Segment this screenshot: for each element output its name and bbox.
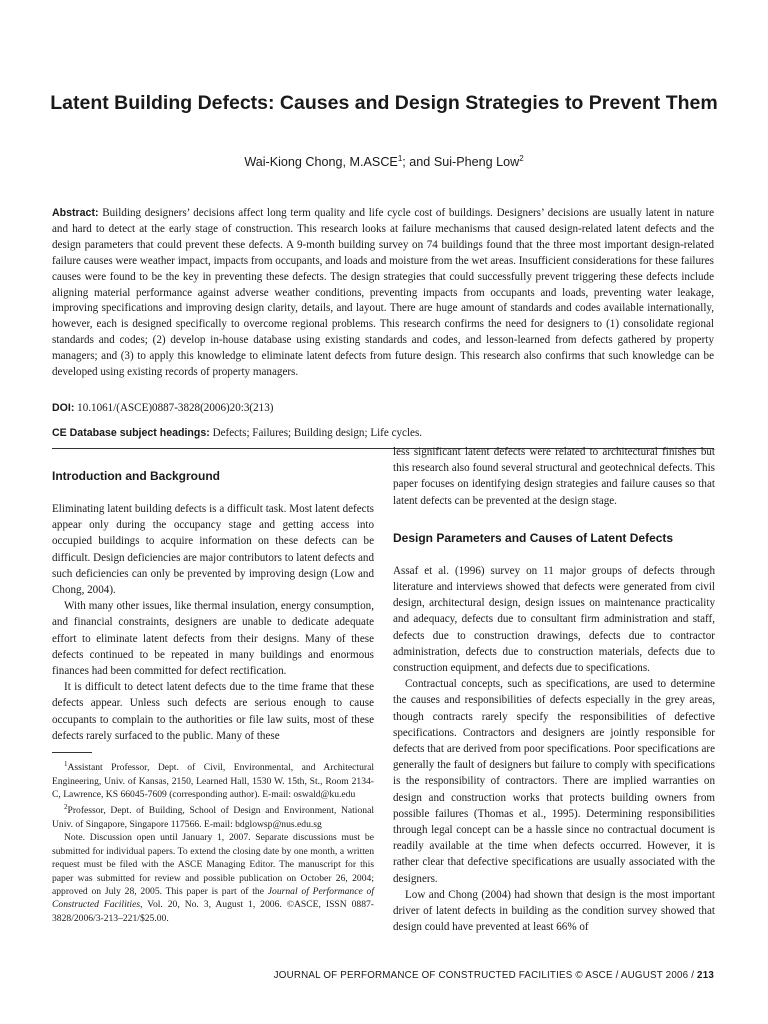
footnote-1-mark: 1 — [64, 760, 68, 768]
author-line — [50, 154, 718, 169]
paragraph: less significant latent defects were related to architectural finishes but this research also found several structural and geotechnical defects. This paper focuses on identifying design strategies and failure causes so that latent defects can be prevented at the design stage. — [393, 446, 715, 507]
author-1: Wai-Kiong Chong, M.ASCE — [244, 155, 398, 170]
doi-label: DOI: — [52, 402, 75, 414]
footnote-2 — [52, 801, 374, 831]
doi-line — [52, 402, 714, 414]
section-heading-design-parameters: Design Parameters and Causes of Latent Defects — [393, 530, 674, 545]
abstract-label: Abstract: — [52, 207, 99, 219]
section-heading-introduction: Introduction and Background — [52, 469, 220, 483]
discussion-note-citation: , Vol. 20, No. 3, August 1, 2006. ©ASCE, ISSN 0887-3828/2006/3-213–221/$25.00. — [52, 899, 374, 924]
subject-headings — [52, 427, 714, 439]
abstract — [52, 206, 714, 381]
author-2: Sui-Pheng Low — [433, 155, 520, 170]
subject-headings-value: Defects; Failures; Building design; Life cycles. — [212, 427, 423, 439]
footnote-2-text: Professor, Dept. of Building, School of Design and Environment, National Univ. of Singapore, Singapore 117566. E-mail: bdglowsp@nus.edu.sg — [52, 805, 374, 830]
author-separator: ; and — [402, 155, 434, 170]
paragraph: Assaf et al. (1996) survey on 11 major groups of defects through literature and interviews showed that defects were generated from civil design, architectural design, design issues on maintenance practicality and adequacy, defects due to consultant firm administration and staff, defects due to construction drawings, defects due to contractor administration, defects due to construction materials, defects due to construction equipment, and defects due to specifications. — [393, 564, 715, 675]
author-1-affiliation-mark: 1 — [397, 154, 403, 163]
footnote-1-text: Assistant Professor, Dept. of Civil, Environmental, and Architectural Engineering, Univ. of Kansas, 2150, Learned Hall, 1530 W. 15th, St., Room 2134-C, Lawrence, KS 66045-7609 (corresponding author). E-mail: oswald@ku.edu — [52, 762, 374, 800]
paragraph: Contractual concepts, such as specifications, are used to determine the causes and responsibilities of defects especially in the grey areas, though contracts rarely specify the responsibilities of defective specifications. Contractors and designers are jointly responsible for defects that are derived from poor specifications. Poor specifications are generally the fault of designers but failure to comply with specifications is the responsibility of contractors. There are implied warranties on design and construction works that protects building owners from possible failures (Thomas et al., 1995). Determining responsibilities through legal concept can be a hassle since no contractual document is readily available at the time when defects occurred. However, it is rather clear that defective specifications are usually associated with the designers. — [393, 678, 715, 885]
paragraph: Eliminating latent building defects is a difficult task. Most latent defects appear only during the occupancy stage and getting access into occupied buildings to acquire information on these defects can be difficult. Design deficiencies are major contributors to latent defects and such deficiencies can only be prevented by improving design (Low and Chong, 2004). — [52, 503, 374, 597]
footnotes — [52, 758, 374, 925]
footer-text: JOURNAL OF PERFORMANCE OF CONSTRUCTED FACILITIES © ASCE / AUGUST 2006 / — [273, 970, 698, 981]
doi-value[interactable]: 10.1061/(ASCE)0887-3828(2006)20:3(213) — [77, 402, 274, 414]
discussion-note — [52, 831, 374, 925]
page-number: 213 — [697, 970, 714, 981]
author-2-affiliation-mark: 2 — [519, 154, 524, 163]
discussion-note-text: Note. Discussion open until January 1, 2007. Separate discussions must be submitted for individual papers. To extend the closing date by one month, a written request must be filed with the ASCE Managing Editor. The manuscript for this paper was submitted for review and possible publication on October 26, 2004; approved on July 28, 2005. This paper is part of the — [52, 832, 374, 898]
footnote-2-mark: 2 — [64, 803, 68, 812]
left-column — [52, 468, 374, 744]
abstract-text: Building designers’ decisions affect long term quality and life cycle cost of buildings. Designers’ decisions are usually latent in nature and hard to detect at the early stage of construction. This research looks at failure mechanisms that caused design-related latent defects and the design parameters that could prevent these defects. A 9-month building survey on 74 buildings found that the three most important design-related failure causes were weather impact, impacts from occupants, and loads and moisture from the wet areas. Insufficient considerations for these failures causes were found to be the key in preventing these defects. The design strategies that could successfully prevent triggering these defects include aligning material performance against adverse weather conditions, preventing impacts from occupants and loads, preventing water leakage, improving specifications and improving design clarity, details, and layout. There are huge amount of standards and codes available internationally, however, each is designed specifically to overcome regional problems. This research confirms the need for designers to (1) consolidate regional standards and codes; (2) develop in-house database using existing standards and codes, and lesson-learned from defects gathered by property managers; and (3) to apply this knowledge to eliminate latent defects from future design. This research also confirms that such knowledge can be developed using existing records of property managers. — [52, 207, 714, 379]
paper-title: Latent Building Defects: Causes and Design Strategies to Prevent Them — [50, 92, 718, 114]
subject-headings-label: CE Database subject headings: — [52, 427, 210, 439]
footnote-divider — [52, 752, 92, 753]
footnote-1 — [52, 758, 374, 801]
running-footer — [52, 970, 714, 981]
paragraph: Low and Chong (2004) had shown that design is the most important driver of latent defects in building as the condition survey showed that design could have prevented at least 66% of — [393, 888, 715, 934]
journal-name: Journal of Performance of Constructed Facilities — [52, 886, 374, 911]
right-column — [393, 444, 715, 935]
paragraph: It is difficult to detect latent defects due to the time frame that these defects appear. Unless such defects are serious enough to cause occupants to complain to the authorities or file law suits, most of these defects rarely surfaced to the public. Many of these — [52, 681, 374, 742]
paragraph: With many other issues, like thermal insulation, energy consumption, and financial constraints, designers are unable to dedicate adequate effort to eliminate latent defects from their designs. Many of these defects continued to be repeated in many buildings and enormous finances had been committed for defect rectification. — [52, 600, 374, 678]
